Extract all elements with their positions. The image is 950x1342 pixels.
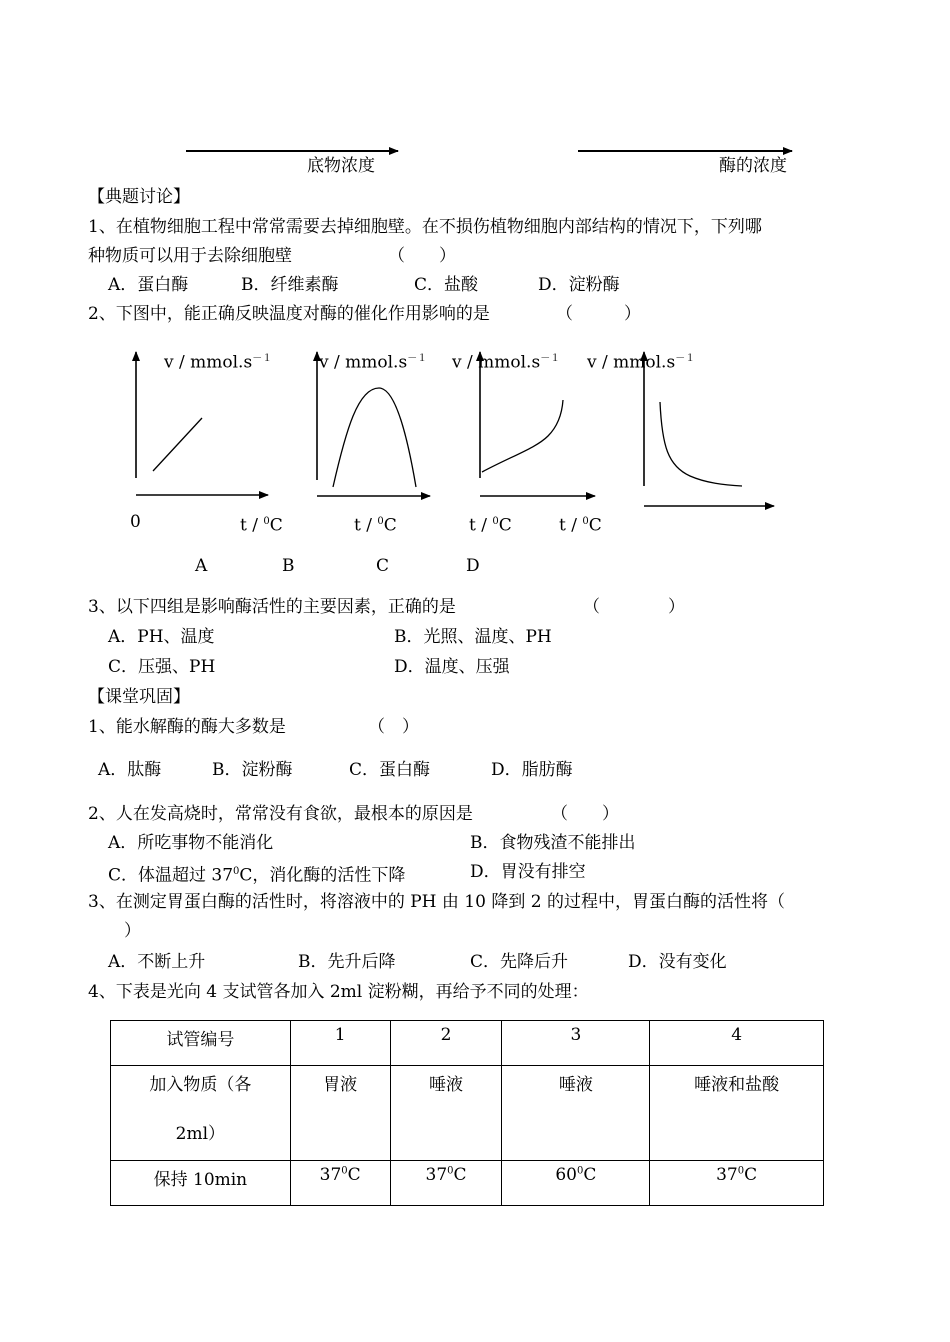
s1-q3-option-d: D．温度、压强 [394, 657, 510, 677]
table-cell: 1 [290, 1021, 390, 1066]
s1-q3-answer-bracket: （ ） [583, 597, 685, 617]
graph-d-x-label: t / $^0$C [559, 515, 602, 536]
table-row [111, 1066, 824, 1161]
s2-q1-option-a: A．肽酶 [98, 760, 162, 780]
table-cell: $37^0C$ [650, 1161, 824, 1206]
s2-q1-option-d: D．脂肪酶 [491, 760, 573, 780]
section-heading-consolidate: 【课堂巩固】 [88, 687, 190, 707]
s2-q3-option-a: A．不断上升 [108, 952, 206, 972]
q1-option-a: A．蛋白酶 [108, 275, 189, 295]
s2-q3-line2: ） [124, 921, 141, 941]
graph-b-x-label: t / $^0$C [354, 515, 397, 536]
row-label-line1: 加入物质（各 [149, 1075, 252, 1095]
substrate-concentration-label: 底物浓度 [307, 156, 375, 176]
s2-q4-text: 4、下表是光向 4 支试管各加入 2ml 淀粉糊，再给予不同的处理： [88, 982, 589, 1002]
table-row [111, 1021, 824, 1066]
table-cell: 唾液 [390, 1066, 502, 1161]
table-cell: 保持 10min [111, 1161, 291, 1206]
table-cell: $37^0C$ [290, 1161, 390, 1206]
table-cell: 4 [650, 1021, 824, 1066]
row-label-line2: 2ml） [175, 1124, 226, 1144]
s1-q3-option-a: A．PH、温度 [108, 627, 215, 647]
table-row [111, 1161, 824, 1206]
q1-answer-bracket: （ ） [388, 246, 456, 266]
s2-q2-text: 2、人在发高烧时，常常没有食欲，最根本的原因是 [88, 804, 473, 824]
s1-q3-option-c: C．压强、PH [108, 657, 216, 677]
s2-q3-option-c: C．先降后升 [470, 952, 569, 972]
s2-q3-option-d: D．没有变化 [628, 952, 727, 972]
graph-d-y-label: v / $mmol.s^{-1}$ [587, 352, 696, 373]
graph-letter-a: A [195, 556, 208, 576]
temperature-graphs [0, 0, 950, 560]
graph-b-curve [333, 388, 416, 487]
graph-letter-c: C [376, 556, 390, 576]
section-heading-typical: 【典题讨论】 [88, 187, 190, 207]
q1-line1: 1、在植物细胞工程中常常需要去掉细胞壁。在不损伤植物细胞内部结构的情况下，下列哪 [88, 217, 762, 237]
table-cell: 唾液 [502, 1066, 650, 1161]
graph-a-y-label: v / $mmol.s^{-1}$ [164, 352, 273, 373]
s2-q3-line1: 3、在测定胃蛋白酶的活性时，将溶液中的 PH 由 10 降到 2 的过程中，胃蛋白酶的活性将（ [88, 892, 785, 912]
test-tube-table [110, 1020, 824, 1206]
graph-c-x-label: t / $^0$C [469, 515, 512, 536]
s2-q2-answer-bracket: （ ） [551, 804, 619, 824]
table-cell: 2 [390, 1021, 502, 1066]
graph-origin-label: 0 [130, 512, 141, 532]
graph-c-curve [482, 400, 563, 472]
s2-q2-option-a: A．所吃事物不能消化 [108, 833, 274, 853]
s2-q1-option-c: C．蛋白酶 [349, 760, 431, 780]
q1-option-b: B．纤维素酶 [241, 275, 339, 295]
table-cell: 唾液和盐酸 [650, 1066, 824, 1161]
s2-q2-option-c: C．体温超过 $37^0C$，消化酶的活性下降 [108, 865, 406, 886]
s2-q3-option-b: B．先升后降 [298, 952, 396, 972]
s1-q3-option-b: B．光照、温度、PH [394, 627, 552, 647]
graph-d-curve [660, 402, 742, 486]
table-cell: $60^0C$ [502, 1161, 650, 1206]
q1-line2: 种物质可以用于去除细胞壁 [88, 246, 292, 266]
s2-q1-text: 1、能水解酶的酶大多数是 [88, 717, 286, 737]
q2-text: 2、下图中，能正确反映温度对酶的催化作用影响的是 [88, 304, 490, 324]
graph-c-y-label: v / $mmol.s^{-1}$ [452, 352, 561, 373]
q1-option-d: D．淀粉酶 [538, 275, 620, 295]
graph-d [644, 352, 774, 506]
table-cell [111, 1066, 291, 1161]
graph-letter-d: D [466, 556, 480, 576]
enzyme-concentration-label: 酶的浓度 [719, 156, 787, 176]
table-cell: 胃液 [290, 1066, 390, 1161]
graph-b-y-label: v / $mmol.s^{-1}$ [319, 352, 428, 373]
graph-letter-b: B [282, 556, 295, 576]
s2-q2-option-b: B．食物残渣不能排出 [470, 833, 636, 853]
s2-q1-option-b: B．淀粉酶 [212, 760, 293, 780]
table-cell: 试管编号 [111, 1021, 291, 1066]
q1-option-c: C．盐酸 [414, 275, 479, 295]
graph-a-x-label: t / $^0$C [240, 515, 283, 536]
graph-a-curve [153, 418, 202, 471]
s1-q3-text: 3、以下四组是影响酶活性的主要因素，正确的是 [88, 597, 456, 617]
s2-q1-answer-bracket: （ ） [368, 717, 419, 737]
table-cell: $37^0C$ [390, 1161, 502, 1206]
table-cell: 3 [502, 1021, 650, 1066]
s2-q2-option-d: D．胃没有排空 [470, 862, 586, 882]
q2-answer-bracket: （ ） [556, 304, 641, 324]
